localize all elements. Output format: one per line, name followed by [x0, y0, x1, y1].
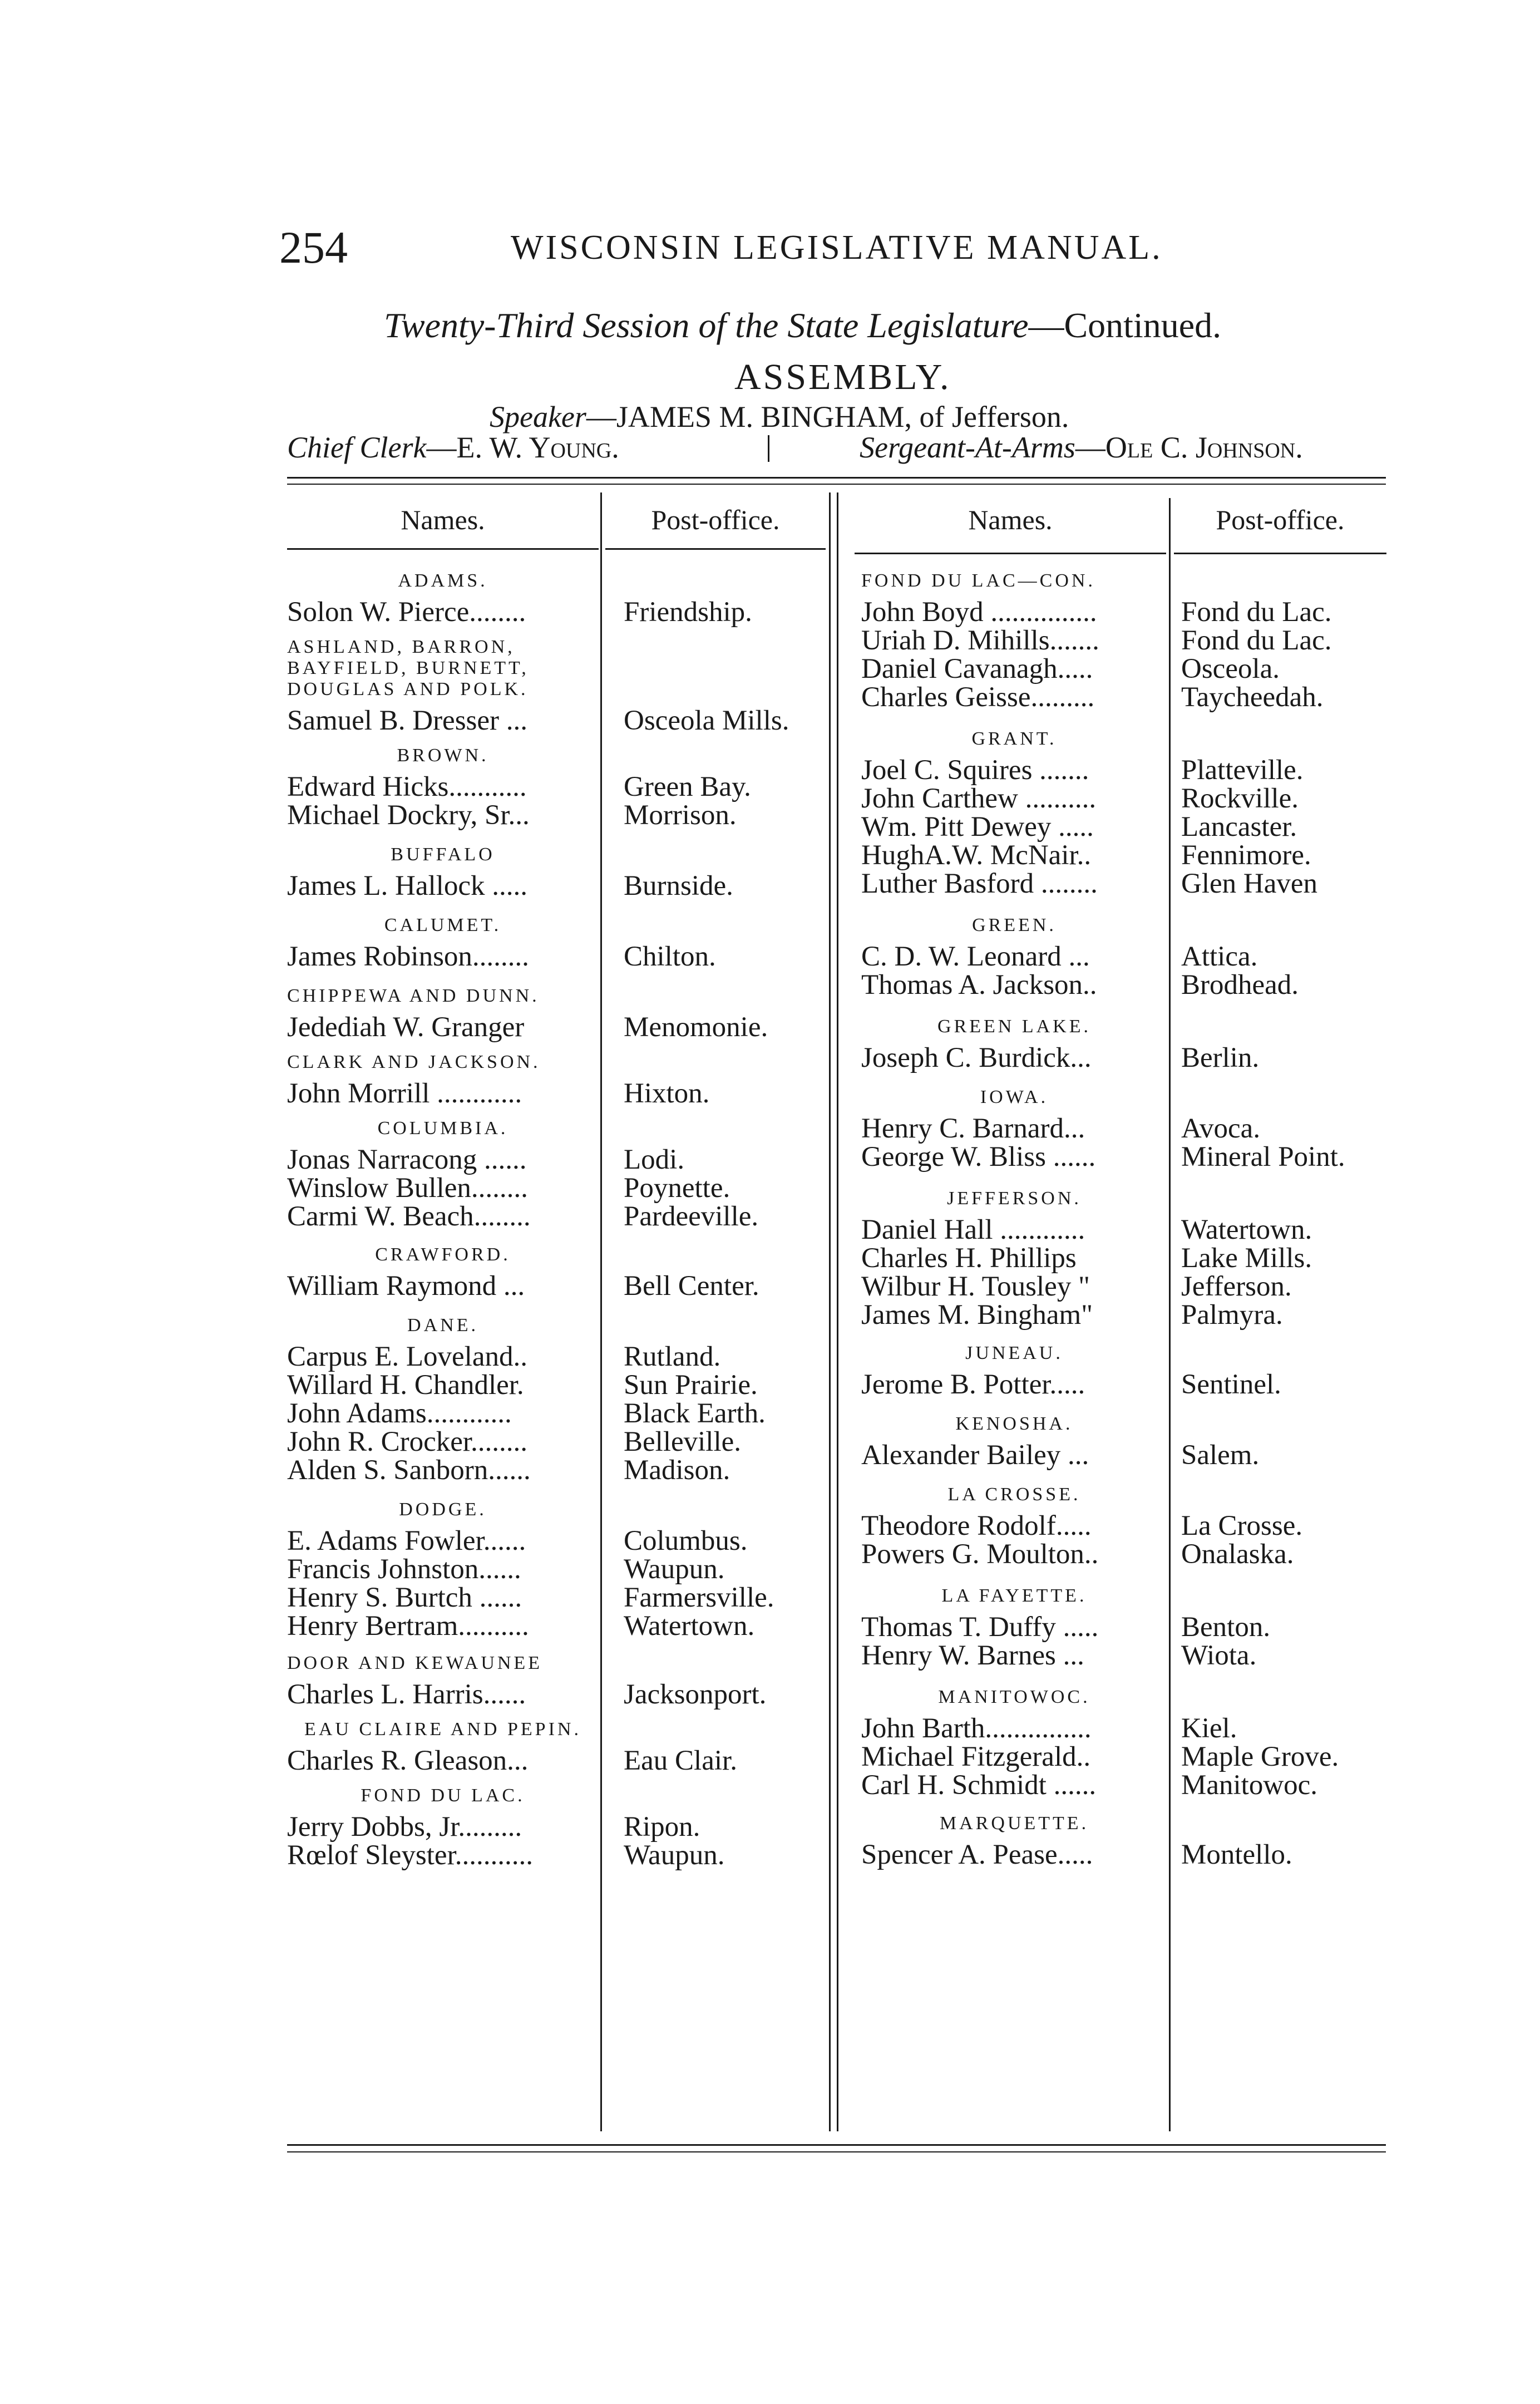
member-name: William Raymond ... [287, 1270, 525, 1302]
member-name: George W. Bliss ...... [861, 1141, 1096, 1173]
member-name: Winslow Bullen........ [287, 1173, 528, 1204]
county-heading: CHIPPEWA AND DUNN. [287, 986, 540, 1006]
member-post-office: Ripon. [624, 1811, 700, 1843]
member-name: Wm. Pitt Dewey ..... [861, 811, 1094, 843]
member-row [287, 1813, 827, 1841]
member-name: Alexander Bailey ... [861, 1440, 1089, 1471]
member-post-office: Wiota. [1181, 1640, 1257, 1671]
county-heading: EAU CLAIRE AND PEPIN. [304, 1719, 581, 1740]
member-name: HughA.W. McNair.. [861, 840, 1092, 871]
member-row [287, 872, 827, 900]
county-heading: DOOR AND KEWAUNEE [287, 1653, 542, 1673]
member-post-office: Madison. [624, 1455, 730, 1486]
member-name: Francis Johnston...... [287, 1554, 521, 1585]
member-row [287, 1080, 827, 1108]
member-name: Thomas T. Duffy ..... [861, 1612, 1099, 1643]
county-group [861, 1687, 1390, 1800]
member-row [861, 943, 1390, 971]
member-name: Jonas Narracong ...... [287, 1144, 527, 1175]
member-name: Joseph C. Burdick... [861, 1042, 1092, 1073]
table-bottom-rule [287, 2144, 1386, 2146]
member-name: Carmi W. Beach........ [287, 1201, 531, 1232]
county-heading: FOND DU LAC—CON. [861, 570, 1095, 591]
chief-clerk-label: Chief Clerk [287, 431, 427, 464]
member-post-office: Morrison. [624, 800, 737, 831]
member-post-office: Belleville. [624, 1426, 742, 1457]
member-row [287, 1272, 827, 1300]
member-name: Carpus E. Loveland.. [287, 1341, 527, 1372]
member-row [861, 1143, 1390, 1171]
member-post-office: Osceola Mills. [624, 705, 789, 736]
member-row [287, 1013, 827, 1042]
column-header-po-right: Post-office. [1216, 504, 1345, 535]
member-row [861, 627, 1390, 655]
county-group [861, 1343, 1390, 1399]
county-group [287, 1499, 827, 1641]
member-row [861, 1743, 1390, 1771]
member-name: John Barth............... [861, 1713, 1092, 1744]
member-name: Luther Basford ........ [861, 868, 1098, 899]
county-group [287, 1785, 827, 1870]
member-row [287, 1174, 827, 1203]
member-name: Uriah D. Mihills....... [861, 625, 1099, 656]
member-name: Michael Fitzgerald.. [861, 1741, 1091, 1772]
member-post-office: La Crosse. [1181, 1510, 1303, 1541]
member-post-office: Onalaska. [1181, 1539, 1294, 1570]
member-name: James L. Hallock ..... [287, 870, 527, 902]
member-post-office: Glen Haven [1181, 868, 1317, 899]
county-group [287, 1052, 827, 1108]
right-roster [861, 570, 1390, 1869]
member-name: C. D. W. Leonard ... [861, 941, 1090, 972]
column-header-names-right: Names. [968, 504, 1053, 535]
member-row [287, 773, 827, 801]
county-heading: CLARK AND JACKSON. [287, 1052, 541, 1072]
county-group [861, 1016, 1390, 1072]
member-row [287, 598, 827, 627]
member-post-office: Hixton. [624, 1078, 710, 1109]
member-post-office: Berlin. [1181, 1042, 1260, 1073]
member-post-office: Salem. [1181, 1440, 1260, 1471]
county-group [861, 1188, 1390, 1329]
member-row [287, 1343, 827, 1371]
county-group [287, 1244, 827, 1300]
county-group [287, 844, 827, 900]
member-row [861, 1441, 1390, 1470]
member-name: Willard H. Chandler. [287, 1370, 524, 1401]
member-name: Samuel B. Dresser ... [287, 705, 528, 736]
member-name: Jerry Dobbs, Jr......... [287, 1811, 522, 1843]
member-post-office: Fond du Lac. [1181, 625, 1332, 656]
county-group [287, 570, 827, 627]
member-post-office: Manitowoc. [1181, 1770, 1318, 1801]
member-post-office: Bell Center. [624, 1270, 759, 1302]
member-name: Jerome B. Potter..... [861, 1369, 1085, 1400]
member-name: Charles R. Gleason... [287, 1745, 529, 1776]
member-post-office: Benton. [1181, 1612, 1271, 1643]
member-row [287, 1371, 827, 1400]
member-name: E. Adams Fowler...... [287, 1525, 526, 1556]
county-heading: MANITOWOC. [938, 1687, 1090, 1707]
county-heading: BUFFALO [391, 844, 495, 865]
member-post-office: Chilton. [624, 941, 716, 972]
member-row [287, 801, 827, 830]
table-top-rule-thin [287, 484, 1386, 485]
member-post-office: Poynette. [624, 1173, 730, 1204]
member-row [861, 1216, 1390, 1244]
county-group [287, 1719, 827, 1775]
member-row [287, 1612, 827, 1641]
member-row [861, 1244, 1390, 1273]
county-heading: MARQUETTE. [939, 1813, 1089, 1834]
session-subtitle-italic: Twenty-Third Session of the State Legislature [384, 306, 1029, 345]
county-group [287, 1118, 827, 1231]
member-post-office: Taycheedah. [1181, 682, 1324, 713]
member-post-office: Menomonie. [624, 1012, 768, 1043]
member-row [861, 1715, 1390, 1743]
member-name: Jedediah W. Granger [287, 1012, 525, 1043]
sergeant-line [860, 430, 1303, 465]
member-post-office: Fond du Lac. [1181, 597, 1332, 628]
member-name: John Boyd ............... [861, 597, 1097, 628]
member-name: Joel C. Squires ....... [861, 755, 1089, 786]
member-row [861, 1115, 1390, 1143]
speaker-name: —JAMES M. BINGHAM, of Jefferson. [586, 400, 1069, 433]
sergeant-name: —Ole C. Johnson. [1075, 431, 1303, 464]
member-row [861, 841, 1390, 870]
member-row [287, 1841, 827, 1870]
county-heading: CALUMET. [384, 915, 502, 935]
speaker-label: Speaker [490, 400, 586, 433]
member-post-office: Brodhead. [1181, 969, 1299, 1001]
member-row [861, 683, 1390, 712]
member-post-office: Lancaster. [1181, 811, 1297, 843]
member-row [861, 1512, 1390, 1540]
table-bottom-rule-thin [287, 2151, 1386, 2152]
county-group [287, 915, 827, 971]
member-name: John Carthew .......... [861, 783, 1097, 814]
member-row [861, 756, 1390, 785]
member-post-office: Lake Mills. [1181, 1243, 1312, 1274]
speaker-line [490, 400, 1069, 434]
member-name: Michael Dockry, Sr... [287, 800, 530, 831]
county-heading: ADAMS. [398, 570, 488, 591]
member-row [287, 1747, 827, 1775]
member-row [287, 1456, 827, 1485]
county-heading: GREEN. [972, 915, 1057, 935]
county-group [861, 1087, 1390, 1171]
column-header-names-left: Names. [401, 504, 485, 535]
member-row [287, 1428, 827, 1456]
county-heading: JEFFERSON. [947, 1188, 1082, 1209]
member-row [287, 943, 827, 971]
session-subtitle-continued: —Continued. [1028, 306, 1222, 345]
member-post-office: Rockville. [1181, 783, 1299, 814]
member-row [861, 598, 1390, 627]
column-divider-2b [837, 492, 838, 2131]
officers-line [287, 430, 619, 465]
member-post-office: Watertown. [1181, 1214, 1312, 1245]
member-name: Henry Bertram.......... [287, 1610, 529, 1642]
member-name: Daniel Cavanagh..... [861, 653, 1093, 684]
member-post-office: Fennimore. [1181, 840, 1311, 871]
member-post-office: Maple Grove. [1181, 1741, 1339, 1772]
member-post-office: Attica. [1181, 941, 1258, 972]
member-row [861, 1642, 1390, 1670]
member-post-office: Burnside. [624, 870, 733, 902]
member-post-office: Rutland. [624, 1341, 721, 1372]
member-post-office: Sun Prairie. [624, 1370, 758, 1401]
member-name: Rœlof Sleyster........... [287, 1840, 533, 1871]
county-heading: JUNEAU. [965, 1343, 1063, 1363]
member-post-office: Lodi. [624, 1144, 685, 1175]
member-post-office: Waupun. [624, 1554, 725, 1585]
member-post-office: Kiel. [1181, 1713, 1237, 1744]
county-group [861, 1484, 1390, 1569]
member-post-office: Black Earth. [624, 1398, 766, 1429]
member-post-office: Sentinel. [1181, 1369, 1281, 1400]
officers-separator [768, 435, 769, 462]
member-row [861, 1540, 1390, 1569]
member-row [861, 1301, 1390, 1329]
county-heading: FOND DU LAC. [361, 1785, 525, 1806]
table-top-rule [287, 477, 1386, 479]
section-title: ASSEMBLY. [734, 357, 951, 397]
member-row [287, 707, 827, 735]
left-roster [287, 570, 827, 1870]
member-name: Edward Hicks........... [287, 771, 527, 802]
member-post-office: Montello. [1181, 1839, 1292, 1870]
member-post-office: Platteville. [1181, 755, 1304, 786]
column-header-po-left: Post-office. [651, 504, 780, 535]
member-row [861, 971, 1390, 999]
county-group [861, 728, 1390, 898]
member-row [287, 1400, 827, 1428]
county-heading: DANE. [407, 1315, 478, 1336]
member-name: Henry W. Barnes ... [861, 1640, 1084, 1671]
county-heading: LA FAYETTE. [941, 1585, 1087, 1606]
county-group [861, 1585, 1390, 1670]
member-row [287, 1146, 827, 1174]
member-name: Thomas A. Jackson.. [861, 969, 1097, 1001]
member-post-office: Osceola. [1181, 653, 1280, 684]
sergeant-label: Sergeant-At-Arms [860, 431, 1075, 464]
member-row [287, 1203, 827, 1231]
member-post-office: Palmyra. [1181, 1299, 1283, 1331]
county-group [287, 745, 827, 830]
member-row [861, 1044, 1390, 1072]
member-row [861, 870, 1390, 898]
member-row [861, 813, 1390, 841]
member-name: James Robinson........ [287, 941, 529, 972]
member-name: Solon W. Pierce........ [287, 597, 526, 628]
member-name: John Morrill ............ [287, 1078, 522, 1109]
running-title: WISCONSIN LEGISLATIVE MANUAL. [511, 229, 1163, 267]
county-heading: LA CROSSE. [947, 1484, 1081, 1505]
county-group [287, 1315, 827, 1485]
county-heading: GRANT. [971, 728, 1057, 749]
header-rule-right-names [855, 553, 1166, 554]
member-name: John Adams............ [287, 1398, 512, 1429]
header-rule-right-po [1174, 553, 1386, 554]
county-group [287, 1653, 827, 1709]
county-heading: IOWA. [980, 1087, 1049, 1107]
county-group [861, 1413, 1390, 1470]
column-divider-2a [829, 492, 831, 2131]
member-row [287, 1584, 827, 1612]
member-post-office: Pardeeville. [624, 1201, 759, 1232]
county-heading: ASHLAND, BARRON, BAYFIELD, BURNETT, DOUGLAS AND POLK. [287, 637, 529, 699]
member-name: Powers G. Moulton.. [861, 1539, 1099, 1570]
member-post-office: Farmersville. [624, 1582, 774, 1613]
county-heading: BROWN. [397, 745, 489, 766]
county-group [287, 986, 827, 1042]
member-row [287, 1555, 827, 1584]
member-post-office: Jefferson. [1181, 1271, 1292, 1302]
member-name: Charles L. Harris...... [287, 1679, 526, 1710]
member-row [861, 655, 1390, 683]
member-name: Spencer A. Pease..... [861, 1839, 1093, 1870]
member-name: Carl H. Schmidt ...... [861, 1770, 1097, 1801]
member-post-office: Watertown. [624, 1610, 755, 1642]
county-heading: DODGE. [399, 1499, 487, 1520]
member-name: Theodore Rodolf..... [861, 1510, 1092, 1541]
member-row [861, 1273, 1390, 1301]
member-row [861, 1841, 1390, 1869]
county-heading: GREEN LAKE. [937, 1016, 1091, 1037]
member-name: Charles H. Phillips [861, 1243, 1077, 1274]
member-row [287, 1681, 827, 1709]
member-row [287, 1527, 827, 1555]
county-group [861, 570, 1390, 712]
member-name: Wilbur H. Tousley " [861, 1271, 1090, 1302]
member-post-office: Jacksonport. [624, 1679, 767, 1710]
session-subtitle [384, 305, 1221, 346]
member-name: James M. Bingham" [861, 1299, 1093, 1331]
member-name: Henry C. Barnard... [861, 1113, 1085, 1144]
member-name: Alden S. Sanborn...... [287, 1455, 531, 1486]
member-name: John R. Crocker........ [287, 1426, 528, 1457]
member-row [861, 1371, 1390, 1399]
member-row [861, 1771, 1390, 1800]
member-name: Daniel Hall ............ [861, 1214, 1085, 1245]
member-post-office: Waupun. [624, 1840, 725, 1871]
member-post-office: Eau Clair. [624, 1745, 737, 1776]
county-group [287, 637, 827, 735]
member-post-office: Mineral Point. [1181, 1141, 1345, 1173]
header-rule-left-po [605, 548, 826, 550]
member-name: Henry S. Burtch ...... [287, 1582, 522, 1613]
member-post-office: Columbus. [624, 1525, 748, 1556]
county-heading: COLUMBIA. [377, 1118, 509, 1139]
chief-clerk-name: —E. W. Young. [426, 431, 619, 464]
member-row [861, 785, 1390, 813]
county-group [861, 915, 1390, 999]
member-post-office: Friendship. [624, 597, 752, 628]
header-rule-left-names [287, 548, 599, 550]
county-heading: CRAWFORD. [375, 1244, 511, 1265]
county-group [861, 1813, 1390, 1869]
member-post-office: Avoca. [1181, 1113, 1261, 1144]
member-post-office: Green Bay. [624, 771, 751, 802]
page-number: 254 [279, 222, 348, 273]
member-row [861, 1613, 1390, 1642]
member-name: Charles Geisse......... [861, 682, 1095, 713]
county-heading: KENOSHA. [955, 1413, 1073, 1434]
